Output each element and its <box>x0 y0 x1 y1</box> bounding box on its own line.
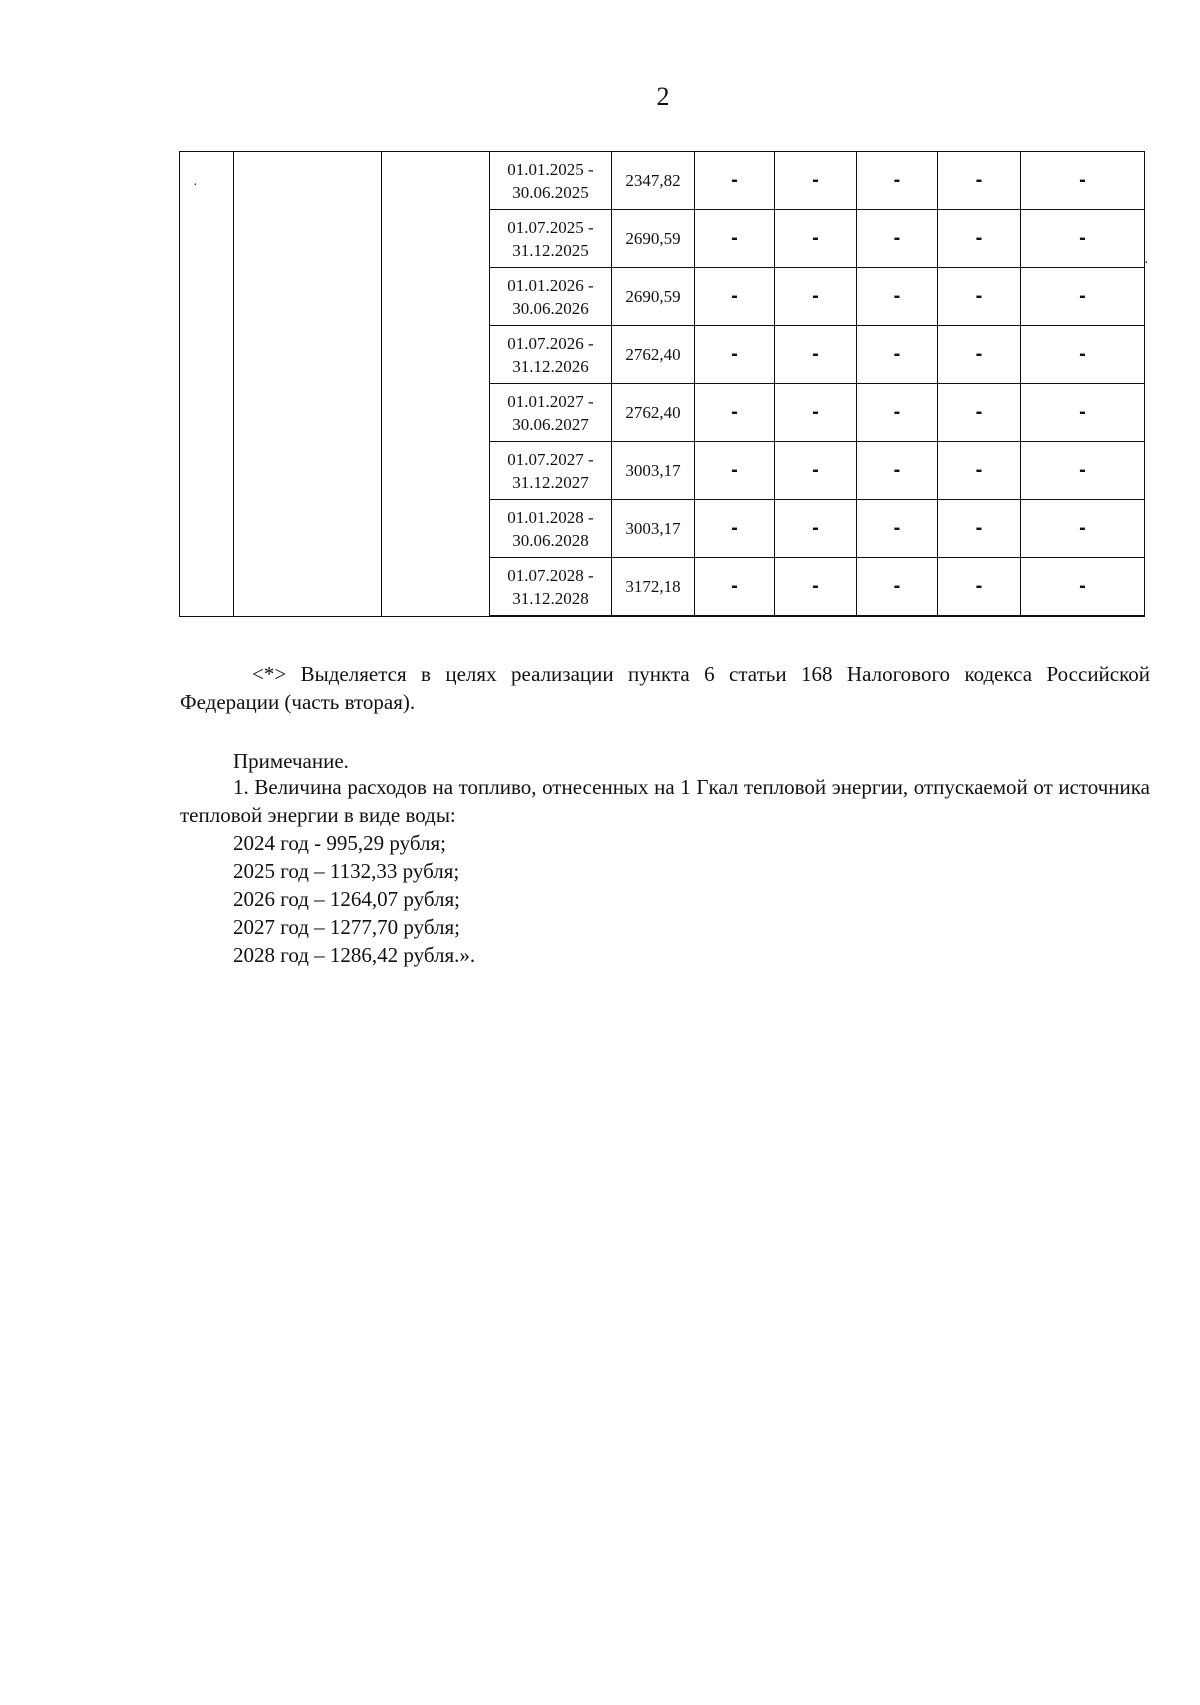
period-start: 01.07.2025 - <box>507 217 594 237</box>
tariff-value: 3003,17 <box>612 442 695 500</box>
tariff-value: 2690,59 <box>612 268 695 326</box>
fuel-cost-list <box>233 829 475 969</box>
dash-cell: - <box>695 326 775 384</box>
page-number: 2 <box>656 82 670 111</box>
dash-cell: - <box>695 500 775 558</box>
tariff-value: 3172,18 <box>612 558 695 617</box>
period-cell <box>490 442 612 500</box>
dash-cell: - <box>857 210 938 268</box>
dash-cell: - <box>1021 500 1145 558</box>
tariff-value: 2762,40 <box>612 384 695 442</box>
dash-cell: - <box>1021 442 1145 500</box>
period-end: 30.06.2027 <box>512 414 589 434</box>
dash-cell: - <box>775 384 857 442</box>
period-end: 31.12.2026 <box>512 356 589 376</box>
fuel-cost-2025: 2025 год – 1132,33 рубля; <box>233 859 460 883</box>
empty-cell-col2 <box>234 152 382 617</box>
dash-cell: - <box>695 384 775 442</box>
dash-cell: - <box>1021 558 1145 617</box>
period-end: 31.12.2025 <box>512 240 589 260</box>
dash-cell: - <box>938 500 1021 558</box>
empty-cell-col1 <box>180 152 234 617</box>
dash-cell: - <box>775 442 857 500</box>
period-start: 01.01.2025 - <box>507 159 594 179</box>
period-start: 01.07.2027 - <box>507 449 594 469</box>
dash-cell: - <box>695 210 775 268</box>
period-start: 01.07.2026 - <box>507 333 594 353</box>
note-item-1: 1. Величина расходов на топливо, отнесенных на 1 Гкал тепловой энергии, отпускаемой от источника тепловой энергии в виде воды: <box>180 775 1150 827</box>
period-cell <box>490 268 612 326</box>
dash-cell: - <box>695 442 775 500</box>
dash-cell: - <box>1021 210 1145 268</box>
dash-cell: - <box>857 558 938 617</box>
dash-cell: - <box>1021 268 1145 326</box>
fuel-cost-2026: 2026 год – 1264,07 рубля; <box>233 887 461 911</box>
period-end: 31.12.2027 <box>512 472 589 492</box>
period-cell <box>490 384 612 442</box>
table-row <box>180 152 1145 210</box>
dash-cell: - <box>775 500 857 558</box>
dash-cell: - <box>1021 152 1145 210</box>
period-end: 30.06.2028 <box>512 530 589 550</box>
dash-cell: - <box>938 442 1021 500</box>
dash-cell: - <box>857 268 938 326</box>
dash-cell: - <box>695 152 775 210</box>
fuel-cost-2028: 2028 год – 1286,42 рубля.». <box>233 943 476 967</box>
period-cell <box>490 558 612 617</box>
period-cell <box>490 326 612 384</box>
period-start: 01.01.2028 - <box>507 507 594 527</box>
note-title: Примечание. <box>233 749 349 773</box>
dash-cell: - <box>775 268 857 326</box>
dash-cell: - <box>857 500 938 558</box>
dash-cell: - <box>857 384 938 442</box>
tariff-value: 2690,59 <box>612 210 695 268</box>
dash-cell: - <box>695 268 775 326</box>
period-start: 01.01.2027 - <box>507 391 594 411</box>
dash-cell: - <box>775 152 857 210</box>
dash-cell: - <box>775 558 857 617</box>
dash-cell: - <box>938 558 1021 617</box>
dash-cell: - <box>775 326 857 384</box>
tariff-value: 2347,82 <box>612 152 695 210</box>
period-end: 30.06.2025 <box>512 182 589 202</box>
scan-speck: · <box>193 178 198 193</box>
period-cell <box>490 152 612 210</box>
dash-cell: - <box>857 326 938 384</box>
dash-cell: - <box>1021 326 1145 384</box>
dash-cell: - <box>938 326 1021 384</box>
period-start: 01.07.2028 - <box>507 565 594 585</box>
dash-cell: - <box>857 442 938 500</box>
dash-cell: - <box>695 558 775 617</box>
tariff-value: 3003,17 <box>612 500 695 558</box>
period-end: 31.12.2028 <box>512 588 589 608</box>
footnote: <*> Выделяется в целях реализации пункта 6 статьи 168 Налогового кодекса Российской Федерации (часть вторая). <box>180 662 1150 714</box>
fuel-cost-2027: 2027 год – 1277,70 рубля; <box>233 915 461 939</box>
tariff-value: 2762,40 <box>612 326 695 384</box>
dash-cell: - <box>938 210 1021 268</box>
dash-cell: - <box>938 268 1021 326</box>
dash-cell: - <box>775 210 857 268</box>
period-end: 30.06.2026 <box>512 298 589 318</box>
empty-cell-col3 <box>382 152 490 617</box>
dash-cell: - <box>857 152 938 210</box>
dash-cell: - <box>938 152 1021 210</box>
period-cell <box>490 210 612 268</box>
period-cell <box>490 500 612 558</box>
dash-cell: - <box>938 384 1021 442</box>
scan-speck: · <box>1144 256 1149 271</box>
dash-cell: - <box>1021 384 1145 442</box>
fuel-cost-2024: 2024 год - 995,29 рубля; <box>233 831 446 855</box>
table-body <box>180 152 1145 617</box>
tariff-table <box>179 151 1145 617</box>
period-start: 01.01.2026 - <box>507 275 594 295</box>
